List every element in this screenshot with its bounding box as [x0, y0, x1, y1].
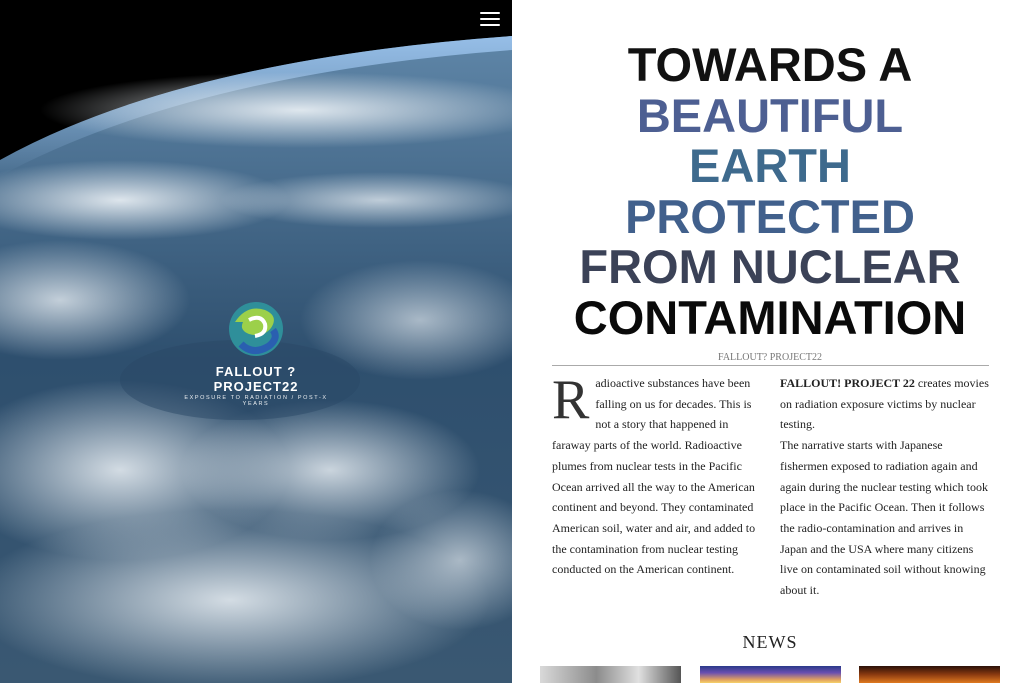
headline-line: FROM NUCLEAR — [579, 240, 961, 293]
logo-tagline: EXPOSURE TO RADIATION / POST-X YEARS — [184, 395, 328, 407]
news-heading: NEWS — [742, 632, 798, 652]
project-name: FALLOUT! PROJECT 22 — [780, 376, 915, 390]
headline-line: CONTAMINATION — [573, 290, 967, 344]
narrative-paragraph: The narrative starts with Japanese fishermen exposed to radiation again and again during the nuclear testing which took place in the Pacific Ocean. Then it follows the radio-contamination and arrives in Japan and the USA where many citizens live on contaminated soil without knowing about it. — [780, 438, 988, 598]
news-thumbnail[interactable] — [540, 666, 681, 683]
content-panel — [512, 0, 1024, 683]
headline-line: PROTECTED — [625, 189, 915, 243]
intro-text: adioactive substances have been falling on us for decades. This is not a story that happened in faraway parts of the world. Radioactive plumes from nuclear tests in the Pacific Ocean arrived all the way to the American continent and beyond. They contaminated American soil, water and air, and added to the contamination from nuclear testing conducted on the American continent. — [552, 376, 756, 577]
article-column-left — [552, 369, 764, 580]
headline-credit: FALLOUT? PROJECT22 — [718, 352, 822, 363]
hamburger-menu-icon[interactable] — [480, 12, 500, 28]
news-thumbnail[interactable] — [700, 666, 841, 683]
page-headline — [512, 40, 1024, 343]
news-thumbnail[interactable] — [859, 666, 1000, 683]
headline-line: TOWARDS A — [627, 38, 913, 91]
headline-line: BEAUTIFUL — [636, 88, 904, 142]
headline-line: EARTH — [689, 139, 851, 192]
logo-name: FALLOUT ? PROJECT22 — [213, 364, 299, 394]
project-text: creates movies on radiation exposure victims by nuclear testing. — [780, 376, 989, 432]
project-paragraph — [780, 373, 992, 435]
drop-cap: R — [552, 369, 590, 431]
article-column-right — [780, 373, 992, 601]
intro-paragraph — [552, 369, 764, 580]
globe-swirl-logo-icon — [227, 300, 285, 358]
project-logo[interactable] — [176, 300, 336, 407]
divider — [552, 365, 989, 366]
